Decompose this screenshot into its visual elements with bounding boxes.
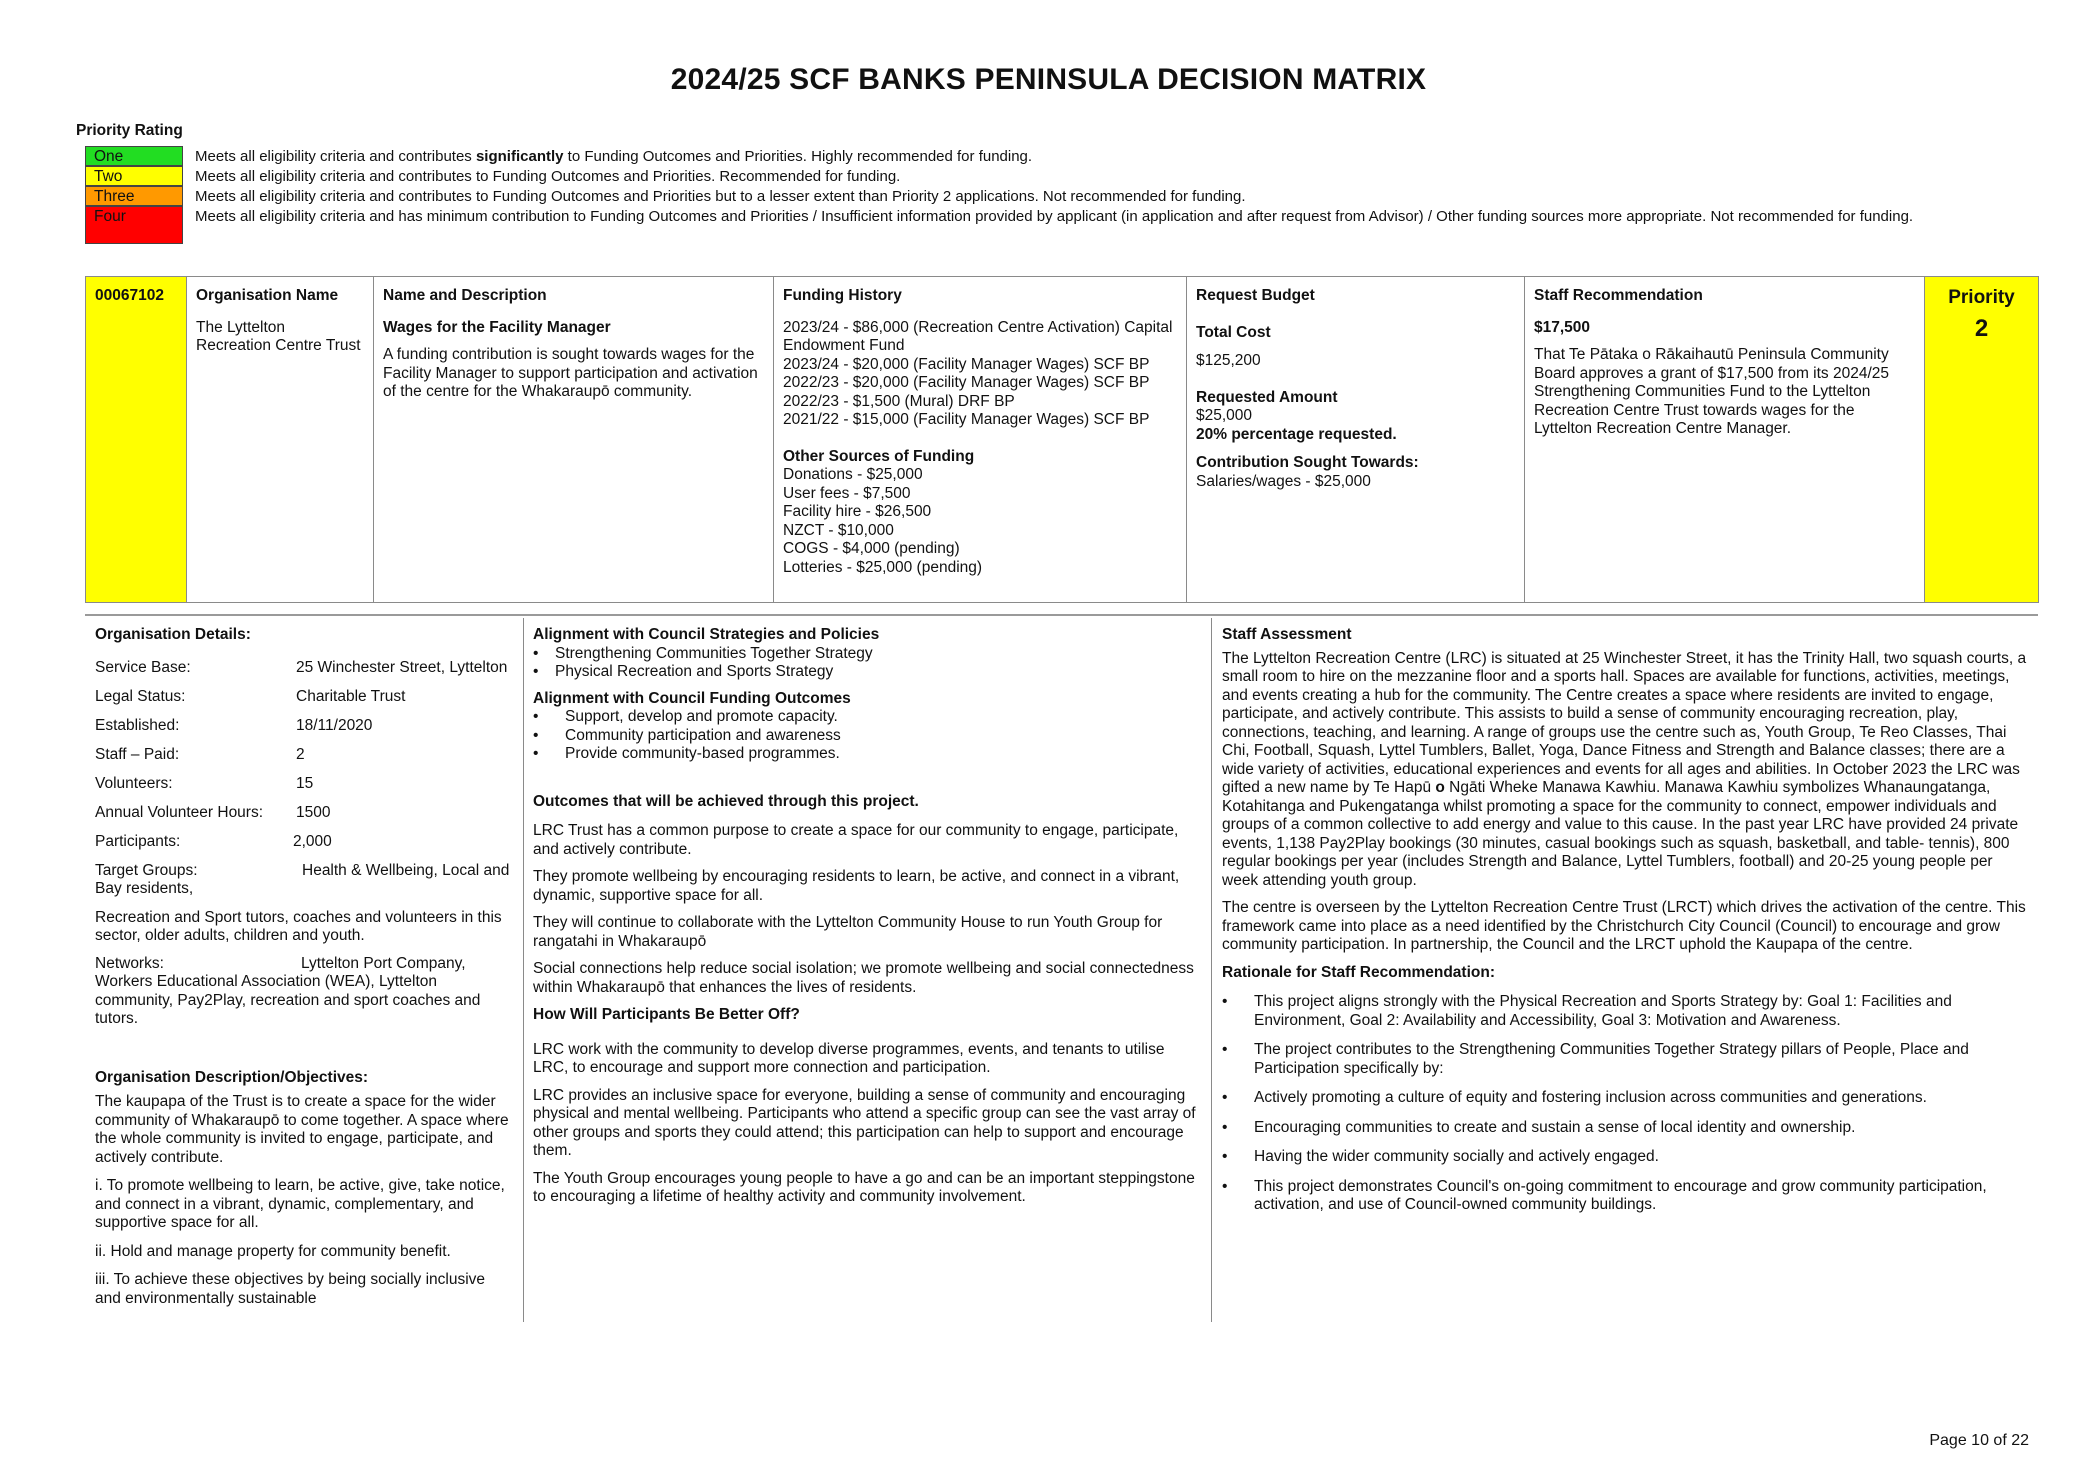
funding-history-item: 2023/24 - $20,000 (Facility Manager Wages) SCF BP <box>783 355 1150 373</box>
funding-history-item: 2021/22 - $15,000 (Facility Manager Wages) SCF BP <box>783 411 1150 428</box>
detail-label: Networks: <box>95 954 164 972</box>
section-divider <box>85 614 2038 616</box>
other-source-item: Donations - $25,000 <box>783 466 923 483</box>
detail-row <box>95 775 513 794</box>
detail-label: Service Base: <box>95 658 191 676</box>
list-item: • Provide community-based programmes. <box>533 745 1199 764</box>
detail-label: Target Groups: <box>95 861 198 879</box>
detail-row <box>95 717 513 736</box>
request-budget-cell <box>1187 277 1525 603</box>
detail-label: Established: <box>95 716 180 734</box>
funding-history-item: 2023/24 - $86,000 (Recreation Centre Activation) Capital Endowment Fund <box>783 318 1173 354</box>
list-item: • Support, develop and promote capacity. <box>533 708 1199 727</box>
detail-value: 1500 <box>296 803 331 821</box>
target-groups-extra: Recreation and Sport tutors, coaches and volunteers in this sector, older adults, children and youth. <box>95 908 502 944</box>
assessment-paragraph: The Lyttelton Recreation Centre (LRC) is situated at 25 Winchester Street, it has the Trinity Hall, two squash courts, a small room to hire on the mezzanine floor and a sports hall. Spaces are available for functions, activities, meetings, and events creating a hub for the community. The Centre creates a space where residents are invited to engage, participate, and actively contribute. This assists to build a sense of community encouraging recreation, play, connections, teaching, and learning. A range of groups use the centre such as, Youth Group, Te Reo Classes, Thai Chi, Football, Squash, Lyttel Tumblers, Ballet, Yoga, Dance Fitness and Strength and Balance classes; there are a wide variety of activities, educational experiences and events for all ages and abilities. In October 2023 the LRC was gifted a new name by Te Hapū o Ngāti Wheke Manawa Kawhiu. Manawa Kawhiu symbolizes Whanaungatanga, Kotahitanga and Pukengatanga whilst promoting a space for the community to connect, empower individuals and groups of a common collective to add energy and value to this cause. In the past year LRC have provided 24 private events, 1,138 Pay2Play bookings (30 minutes, casual bookings such as squash, basketball, and table- tennis), 800 regular bookings per year (includes Strength and Balance, Lyttel Tumblers, football) and 20-25 young people per week attending youth group. <box>1222 649 2027 889</box>
legend-swatch-one: One <box>85 146 183 166</box>
other-source-item: NZCT - $10,000 <box>783 521 894 539</box>
funding-history-cell <box>774 277 1187 603</box>
outcomes-achieved-heading: Outcomes that will be achieved through this project. <box>533 792 919 810</box>
organisation-header: Organisation Name <box>196 287 339 304</box>
list-item: • Community participation and awareness <box>533 727 1199 746</box>
funding-outcomes-heading: Alignment with Council Funding Outcomes <box>533 689 851 707</box>
legend-swatch-three: Three <box>85 186 183 206</box>
list-item: • Physical Recreation and Sports Strategy <box>533 663 1199 682</box>
networks <box>95 955 513 1029</box>
page-title: 2024/25 SCF BANKS PENINSULA DECISION MATRIX <box>670 63 1427 96</box>
detail-label: Participants: <box>95 832 181 850</box>
list-item: • This project aligns strongly with the Physical Recreation and Sports Strategy by: Goal 1: Facilities and Environment, Goal 2: Availability and Accessibility, Goal 3: Motivation and Awareness. <box>1222 993 2028 1030</box>
list-item: • Encouraging communities to create and sustain a sense of local identity and ownership. <box>1222 1119 2028 1138</box>
detail-row <box>95 688 513 707</box>
objective-item: ii. Hold and manage property for community benefit. <box>95 1242 451 1260</box>
list-item: • Strengthening Communities Together Strategy <box>533 645 1199 664</box>
better-off-heading: How Will Participants Be Better Off? <box>533 1006 800 1023</box>
funding-history-header: Funding History <box>783 287 902 304</box>
organisation-details-heading: Organisation Details: <box>95 626 251 643</box>
strategies-heading: Alignment with Council Strategies and Policies <box>533 626 880 643</box>
detail-row <box>95 833 513 852</box>
funding-outcomes-list <box>533 708 1199 764</box>
outcome-paragraph: They will continue to collaborate with the Lyttelton Community House to run Youth Group for rangatahi in Whakaraupō <box>533 914 1163 950</box>
detail-value: 15 <box>296 774 314 792</box>
legend-text-three: Meets all eligibility criteria and contributes to Funding Outcomes and Priorities but to a lesser extent than Priority 2 applications. Not recommended for funding. <box>195 188 1246 205</box>
outcome-paragraph: LRC Trust has a common purpose to create a space for our community to engage, participate, and actively contribute. <box>533 822 1179 858</box>
detail-value: Bay residents, <box>95 880 194 897</box>
legend-row-three <box>85 186 1985 206</box>
better-off-paragraph: LRC provides an inclusive space for everyone, building a sense of community and encouraging physical and mental wellbeing. Participants who attend a specific group can see the vast array of other groups and sports they could attend; this participation can help to support and encourage them. <box>533 1086 1196 1159</box>
organisation-details-column <box>85 618 524 1322</box>
priority-rating-heading: Priority Rating <box>76 122 183 139</box>
total-cost-value: $125,200 <box>1196 352 1261 369</box>
legend-text-one: Meets all eligibility criteria and contributes significantly to Funding Outcomes and Priorities. Highly recommended for funding. <box>195 148 1033 165</box>
staff-assessment-column <box>1212 618 2038 1322</box>
detail-value: 2 <box>296 745 305 763</box>
detail-row <box>95 804 513 823</box>
other-sources-header: Other Sources of Funding <box>783 447 975 465</box>
better-off-paragraph: LRC work with the community to develop diverse programmes, events, and tenants to utilise LRC, to encourage and support more connection and participation. <box>533 1040 1165 1076</box>
rationale-heading: Rationale for Staff Recommendation: <box>1222 963 1495 981</box>
list-item: • The project contributes to the Strengthening Communities Together Strategy pillars of People, Place and Participation specifically by: <box>1222 1041 2028 1078</box>
requested-amount-label: Requested Amount <box>1196 388 1338 406</box>
staff-recommendation-amount: $17,500 <box>1534 318 1591 336</box>
priority-legend <box>85 146 1985 244</box>
objective-item: i. To promote wellbeing to learn, be active, give, take notice, and connect in a vibrant, dynamic, complementary, and supportive space for all. <box>95 1177 505 1231</box>
other-source-item: COGS - $4,000 (pending) <box>783 540 960 557</box>
legend-row-four <box>85 206 1985 244</box>
detail-value: Lyttelton Port Company, <box>301 954 466 972</box>
total-cost-label: Total Cost <box>1196 323 1271 341</box>
page-number: Page 10 of 22 <box>1929 1432 2029 1449</box>
strategies-list <box>533 645 1199 682</box>
detail-label: Legal Status: <box>95 687 186 705</box>
requested-amount-value: $25,000 <box>1196 407 1253 424</box>
detail-row <box>95 659 513 678</box>
better-off-paragraph: The Youth Group encourages young people to have a go and can be an important steppingstone to encouraging a lifetime of healthy activity and community involvement. <box>533 1169 1195 1205</box>
staff-recommendation-text: That Te Pātaka o Rākaihautū Peninsula Community Board approves a grant of $17,500 from its 2024/25 Strengthening Communities Fund to the Lyttelton Recreation Centre Trust towards wages for the Lyttelton Recreation Centre Manager. <box>1534 346 1890 437</box>
funding-history-item: 2022/23 - $1,500 (Mural) DRF BP <box>783 392 1015 410</box>
funding-history-item: 2022/23 - $20,000 (Facility Manager Wages) SCF BP <box>783 374 1150 391</box>
percent-requested: 20% percentage requested. <box>1196 425 1397 443</box>
contribution-value: Salaries/wages - $25,000 <box>1196 472 1371 490</box>
detail-row <box>95 746 513 765</box>
other-source-item: User fees - $7,500 <box>783 484 911 502</box>
application-row <box>86 277 2039 603</box>
organisation-name: The Lyttelton Recreation Centre Trust <box>196 318 361 354</box>
priority-header: Priority <box>1948 287 2015 308</box>
contribution-label: Contribution Sought Towards: <box>1196 454 1419 471</box>
outcome-paragraph: They promote wellbeing by encouraging residents to learn, be active, and connect in a vibrant, dynamic, supportive space for all. <box>533 868 1180 904</box>
list-item: • Having the wider community socially and actively engaged. <box>1222 1148 2028 1167</box>
project-name: Wages for the Facility Manager <box>383 318 611 336</box>
outcome-paragraph: Social connections help reduce social isolation; we promote wellbeing and social connectedness within Whakaraupō that enhances the lives of residents. <box>533 960 1194 996</box>
detail-value: Health & Wellbeing, Local and <box>302 861 510 879</box>
detail-value: 18/11/2020 <box>296 716 373 734</box>
description-header: Name and Description <box>383 287 547 304</box>
other-source-item: Lotteries - $25,000 (pending) <box>783 558 983 576</box>
list-item: • This project demonstrates Council's on-going commitment to encourage and grow community participation, activation, and use of Council-owned community buildings. <box>1222 1178 2028 1215</box>
rationale-list <box>1222 993 2028 1215</box>
legend-row-two <box>85 166 1985 186</box>
project-description: A funding contribution is sought towards wages for the Facility Manager to support participation and activation of the centre for the Whakaraupō community. <box>383 346 758 400</box>
staff-assessment-heading: Staff Assessment <box>1222 626 1352 643</box>
organisation-description-heading: Organisation Description/Objectives: <box>95 1068 369 1086</box>
other-source-item: Facility hire - $26,500 <box>783 503 932 520</box>
legend-row-one <box>85 146 1985 166</box>
target-groups <box>95 862 513 899</box>
detail-value: Charitable Trust <box>296 687 406 705</box>
detail-value: 25 Winchester Street, Lyttelton <box>296 658 508 676</box>
organisation-description: The kaupapa of the Trust is to create a space for the wider community of Whakaraupō to come together. A space where the whole community is invited to engage, participate, and actively contribute. <box>95 1093 509 1166</box>
priority-cell <box>1925 277 2039 603</box>
detail-value: 2,000 <box>293 832 332 850</box>
legend-text-four: Meets all eligibility criteria and has minimum contribution to Funding Outcomes and Priorities / Insufficient information provided by applicant (in application and after request from Advisor) / Other funding sources more appropriate. Not recommended for funding. <box>195 208 1914 225</box>
detail-value: Workers Educational Association (WEA), Lyttelton community, Pay2Play, recreation and sport coaches and tutors. <box>95 973 481 1027</box>
legend-text-two: Meets all eligibility criteria and contributes to Funding Outcomes and Priorities. Recommended for funding. <box>195 168 901 185</box>
legend-swatch-four: Four <box>85 206 183 244</box>
detail-label: Volunteers: <box>95 774 173 792</box>
legend-swatch-two: Two <box>85 166 183 186</box>
description-cell <box>374 277 774 603</box>
detail-label: Annual Volunteer Hours: <box>95 803 264 821</box>
priority-value: 2 <box>1974 314 1989 342</box>
objective-item: iii. To achieve these objectives by being socially inclusive and environmentally sustainable <box>95 1271 486 1307</box>
staff-recommendation-cell <box>1525 277 1925 603</box>
staff-recommendation-header: Staff Recommendation <box>1534 287 1703 304</box>
decision-matrix-table <box>85 276 2039 603</box>
list-item: • Actively promoting a culture of equity and fostering inclusion across communities and generations. <box>1222 1089 2028 1108</box>
alignment-column <box>524 618 1212 1322</box>
application-id-cell <box>86 277 187 603</box>
request-budget-header: Request Budget <box>1196 287 1315 304</box>
assessment-paragraph: The centre is overseen by the Lyttelton Recreation Centre Trust (LRCT) which drives the activation of the centre. This framework came into place as a need identified by the Christchurch City Council (Council) to encourage and grow community participation. In partnership, the Council and the LRCT uphold the Kaupapa of the centre. <box>1222 899 2026 953</box>
organisation-cell <box>187 277 374 603</box>
application-id: 00067102 <box>95 287 164 304</box>
detail-label: Staff – Paid: <box>95 745 180 763</box>
